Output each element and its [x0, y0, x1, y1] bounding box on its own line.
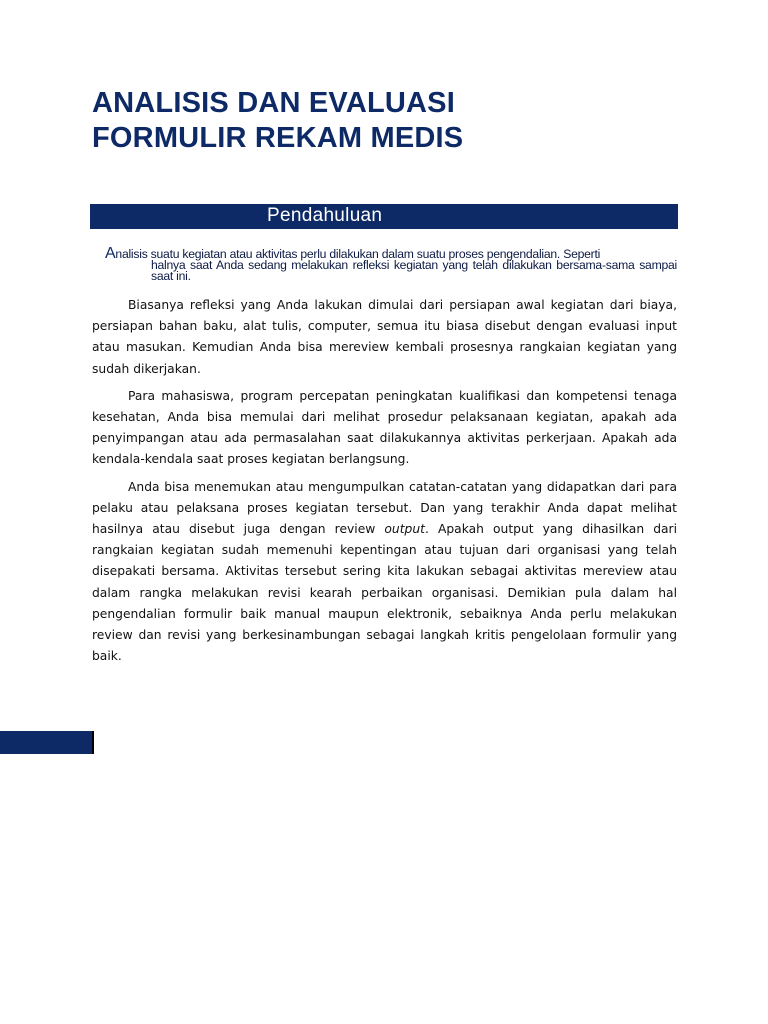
paragraph-3-italic: output	[384, 522, 425, 537]
intro-rest-text: halnya saat Anda sedang melakukan refleksi kegiatan yang telah dilakukan bersama-sama sampai saat ini.	[151, 258, 677, 283]
title-line-2: FORMULIR REKAM MEDIS	[92, 122, 464, 154]
page-title	[92, 86, 463, 156]
intro-dropcap: A	[105, 245, 116, 262]
paragraph-1: Biasanya refleksi yang Anda lakukan dimulai dari persiapan awal kegiatan dari biaya, persiapan bahan baku, alat tulis, computer, semua itu biasa disebut dengan evaluasi input atau masukan. Kemudian Anda bisa mereview kembali prosesnya rangkaian kegiatan yang sudah dikerjakan.	[92, 298, 677, 376]
body-text	[92, 295, 677, 673]
paragraph-3	[92, 477, 677, 668]
section-header-bar	[90, 204, 678, 229]
paragraph-3-part-2: . Apakah output yang dihasilkan dari rangkaian kegiatan sudah memenuhi kepentingan atau tujuan dari organisasi yang telah disepakati bersama. Aktivitas tersebut sering kita lakukan sebagai aktivitas mereview atau dalam rangka melakukan revisi kearah perbaikan organisasi. Demikian pula dalam hal pengendalian formulir baik manual maupun elektronik, sebaiknya Anda perlu melakukan review dan revisi yang berkesinambungan sebagai langkah kritis pengelolaan formulir yang baik.	[92, 522, 678, 664]
title-line-1: ANALISIS DAN EVALUASI	[92, 87, 455, 119]
intro-line-1-text: nalisis suatu kegiatan atau aktivitas perlu dilakukan dalam suatu proses pengendalian. Seperti	[115, 247, 601, 261]
paragraph-3-part-1: Anda bisa menemukan atau mengumpulkan catatan-catatan yang didapatkan dari para pelaku atau pelaksana proses kegiatan tersebut. Dan yang terakhir Anda dapat melihat hasilnya atau disebut juga dengan review	[92, 479, 677, 537]
page-marker-bar	[0, 731, 94, 754]
section-heading: Pendahuluan	[267, 205, 383, 226]
paragraph-2: Para mahasiswa, program percepatan peningkatan kualifikasi dan kompetensi tenaga kesehatan, Anda bisa memulai dari melihat prosedur pelaksanaan kegiatan, apakah ada penyimpangan atau ada permasalahan saat dilakukannya aktivitas perkerjaan. Apakah ada kendala-kendala saat proses kegiatan berlangsung.	[92, 388, 677, 467]
intro-paragraph	[105, 245, 677, 283]
